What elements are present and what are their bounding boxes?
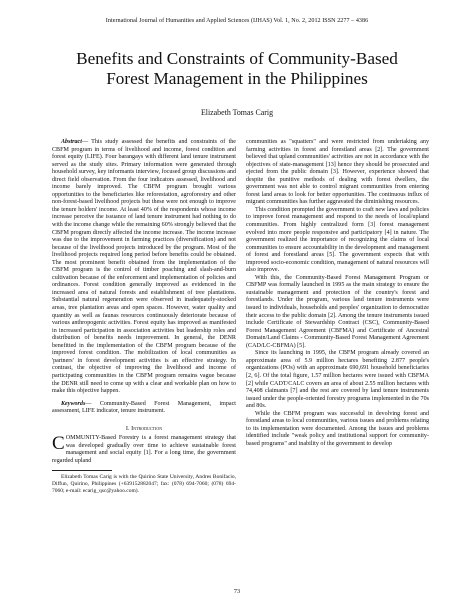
body-paragraph-4: Since its launching in 1995, the CBFM program already covered an approximate area of 5.9 million hectares benefiting 2.877 people's organizations (POs) with an approximate 690,691 household beneficiaries [2, 6]. Of the total figure, 1.57 million hectares were issued with CBFMA [2] while CADT/CALC covers an area of about 2.55 million hectares with 74,408 claimants [7] and the rest are covered by land tenure instruments issued under the people-oriented forestry programs implemented in the 70s and 80s. xyxy=(246,350,429,410)
body-paragraph-1: communities as "squatters" and were restricted from undertaking any farming activities in forest and forestland areas [2]. The government believed that upland communities' activities are not in accordance with the objectives of state-management [13] hence they should be prosecuted and ejected from the public domain [3]. However, experience showed that despite the punitive methods of dealing with forest dwellers, the government was not able to control migrant communities from entering forest land areas to look for better opportunities. The continuous influx of migrant communities has further aggravated the diminishing resources. xyxy=(246,139,429,206)
body-paragraph-2: This condition prompted the government to craft new laws and policies to improve forest management and respond to the needs of local/upland communities. From highly centralized form [3] forest management evolved into more people responsive and participatory [4] in nature. The government realized the importance of recognizing the claims of local communities to ensure accountability in the development and management of forest and forestland areas [5]. The government expects that with improved socio-economic condition, management of natural resources will also improve. xyxy=(246,206,429,274)
section-title: Introduction xyxy=(131,424,163,432)
title-line-2: Forest Management in the Philippines xyxy=(106,69,368,88)
keywords-text: — Community-Based Forest Management, impact assessment, LIFE indicator, tenure instrument. xyxy=(52,400,236,415)
body-paragraph-5: While the CBFM program was successful in devolving forest and forestland areas to local communities, various issues and problems relating to its implementation were documented. Among the issues and problems identified include "weak policy and institutional support for community-based programs" and inability of the government to develop xyxy=(246,410,429,447)
title-line-1: Benefits and Constraints of Community-Based xyxy=(76,49,398,68)
section-heading xyxy=(52,425,236,433)
keywords-label: Keywords xyxy=(61,400,86,407)
paper-title xyxy=(20,49,454,89)
author-footnote: Elizabeth Tomas Carig is with the Quirino State University, Andres Bonifacio, Diffun, Quirino, Philippines (+639152882047; fax: (078) 694-7060; (078) 694-7060; e-mail: ecarig_qsc@yahoo.com). xyxy=(52,474,236,494)
page-number: 73 xyxy=(233,588,241,595)
abstract xyxy=(52,139,236,396)
section-numeral: I. xyxy=(125,424,130,432)
drop-cap: C xyxy=(52,433,65,455)
intro-text: OMMUNITY-Based Forestry is a forest management strategy that was developed gradually over time to achieve sustainable forest management and social equity [1]. For a long time, the government regarded upland xyxy=(52,435,236,464)
left-column xyxy=(52,139,236,494)
abstract-label: Abstract xyxy=(61,139,82,145)
body-paragraph-3: With this, the Community-Based Forest Management Program or CBFMP was formally launched in 1995 as the main strategy to ensure the sustainable management and protection of the country's forest and forestlands. Under the program, various land tenure instruments were issued to individuals, households and peoples' organization to democratize their access to the public domain [2]. Among the tenure instruments issued include Certificate of Stewardship Contract (CSC), Community-Based Forest Management Agreement (CBFMA) and Certificate of Ancestral Domain/Land Claims - Community-Based Forest Management Agreement (CAD/LC-CBFMA) [5]. xyxy=(246,274,429,349)
right-column xyxy=(246,139,429,448)
running-head: International Journal of Humanities and Applied Sciences (IJHAS) Vol. 1, No. 2, 2012 ISSN 2277 – 4386 xyxy=(105,18,369,24)
footnote-divider xyxy=(52,470,112,471)
intro-paragraph xyxy=(52,435,236,465)
keywords xyxy=(52,401,236,416)
author-name: Elizabeth Tomas Carig xyxy=(200,108,274,117)
abstract-text: — This study assessed the benefits and constraints of the CBFM program in terms of livelihood and income, forest condition and forest equity (LIFE). Four barangays with different land tenure instrument served as the study sites. Primary information were generated through household survey, key informants interview, focused group discussions and direct field observation. From the four indicators assessed, livelihood and income barely improved. The CBFM program brought various opportunities to the beneficiaries like reforestation, agroforestry and other non-forest-based livelihood projects but these were not enough to improve the tenure holders' income. At least 40% of the respondents whose income increase perceive the issuance of land tenure instrument had nothing to do with the income change while the remaining 60% strongly believed that the CBFM program directly affected the income increase. The income increase was due to the improvement in farming practices (diversification) and not because of the livelihood projects introduced by the program. Most of the livelihood projects required long period before benefits could be obtained. The most prominent benefit obtained from the implementation of the CBFM program is the control of timber poaching and slash-and-burn cultivation because of the enforcement and implementation of policies and ordinances. Forest condition generally improved as evidenced in the increased area of natural forests and establishment of tree plantations. Substantial natural regeneration were observed in inadequately-stocked areas, tree plantation areas and open spaces. However, water quality and quantity as well as faunas resources continuously deteriorate because of various anthropogenic activities. Forest equity has improved as manifested in increased participation in association activities but leadership roles and distribution of benefits needs improvement. In general, the DENR benefitted in the implementation of the CBFM program because of the improved forest condition. The mobilization of local communities as 'partners' in forest development activities is an effective strategy. In contrast, the objective of improving the livelihood and income of participating communities in the CBFM program remains vague because the DENR still need to come up with a clear and workable plan on how to make this objective happen. xyxy=(52,139,236,395)
